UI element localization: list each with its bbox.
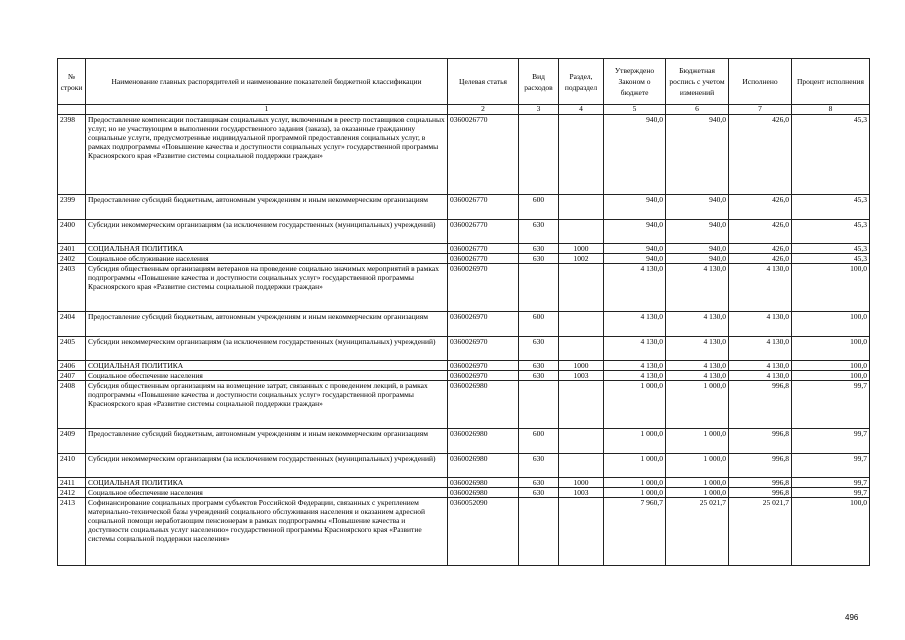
row-number: 2401 xyxy=(58,244,86,254)
row-approved: 1 000,0 xyxy=(604,454,666,478)
row-section xyxy=(559,381,604,429)
table-row xyxy=(58,195,870,220)
row-executed: 4 130,0 xyxy=(729,337,792,361)
row-approved: 940,0 xyxy=(604,244,666,254)
row-type: 630 xyxy=(519,454,559,478)
header-section: Раздел, подраздел xyxy=(559,59,604,105)
page-number: 496 xyxy=(845,613,859,622)
row-percent: 100,0 xyxy=(792,361,870,371)
row-executed: 426,0 xyxy=(729,195,792,220)
table-row xyxy=(58,254,870,264)
row-type: 630 xyxy=(519,478,559,488)
row-executed: 996,8 xyxy=(729,454,792,478)
table-row xyxy=(58,264,870,312)
row-section xyxy=(559,264,604,312)
row-target: 0360026970 xyxy=(448,361,519,371)
row-target: 0360026970 xyxy=(448,371,519,381)
row-percent: 100,0 xyxy=(792,312,870,337)
row-approved: 1 000,0 xyxy=(604,488,666,498)
row-name: Субсидия общественным организациям на возмещение затрат, связанных с проведением лекций, в рамках подпрограммы «Повышение качества и доступности социальных услуг» государственной программы Красноярского края «Развитие системы социальной поддержки граждан» xyxy=(86,381,448,429)
row-number: 2409 xyxy=(58,429,86,454)
row-percent: 45,3 xyxy=(792,254,870,264)
row-budget: 25 021,7 xyxy=(666,498,729,566)
row-number: 2405 xyxy=(58,337,86,361)
row-percent: 45,3 xyxy=(792,115,870,195)
row-executed: 4 130,0 xyxy=(729,371,792,381)
row-section: 1000 xyxy=(559,361,604,371)
row-executed: 996,8 xyxy=(729,488,792,498)
row-target: 0360026770 xyxy=(448,220,519,244)
row-section xyxy=(559,337,604,361)
row-number: 2411 xyxy=(58,478,86,488)
row-approved: 4 130,0 xyxy=(604,264,666,312)
colnum-cell: 5 xyxy=(604,105,666,115)
row-type: 630 xyxy=(519,244,559,254)
row-executed: 25 021,7 xyxy=(729,498,792,566)
row-percent: 99,7 xyxy=(792,429,870,454)
row-name: Субсидии некоммерческим организациям (за исключением государственных (муниципальных) учреждений) xyxy=(86,454,448,478)
table-row xyxy=(58,498,870,566)
row-name: Предоставление субсидий бюджетным, автономным учреждениям и иным некоммерческим организациям xyxy=(86,312,448,337)
row-number: 2398 xyxy=(58,115,86,195)
table-body xyxy=(58,115,870,566)
row-executed: 996,8 xyxy=(729,478,792,488)
colnum-cell: 3 xyxy=(519,105,559,115)
row-type: 600 xyxy=(519,312,559,337)
table-row xyxy=(58,244,870,254)
row-name: Социальное обеспечение населения xyxy=(86,371,448,381)
row-executed: 4 130,0 xyxy=(729,264,792,312)
table-row xyxy=(58,361,870,371)
row-approved: 1 000,0 xyxy=(604,478,666,488)
table-row xyxy=(58,429,870,454)
row-budget: 1 000,0 xyxy=(666,429,729,454)
row-executed: 426,0 xyxy=(729,254,792,264)
row-percent: 45,3 xyxy=(792,195,870,220)
row-name: Предоставление компенсации поставщикам социальных услуг, включенным в реестр поставщиков социальных услуг, но не участвующим в выполнении государственного задания (заказа), за оказанные гражданину социальные услуги, предусмотренные индивидуальной программой предоставления социальных услуг, в рамках подпрограммы «Повышение качества и доступности социальных услуг» государственной программы Красноярского края «Развитие системы социальной поддержки граждан» xyxy=(86,115,448,195)
row-name: СОЦИАЛЬНАЯ ПОЛИТИКА xyxy=(86,478,448,488)
row-executed: 4 130,0 xyxy=(729,361,792,371)
row-name: Субсидии некоммерческим организациям (за исключением государственных (муниципальных) учреждений) xyxy=(86,220,448,244)
row-executed: 996,8 xyxy=(729,381,792,429)
row-section: 1000 xyxy=(559,244,604,254)
row-type xyxy=(519,381,559,429)
row-type: 600 xyxy=(519,195,559,220)
header-approved: Утверждено Законом о бюджете xyxy=(604,59,666,105)
row-name: Субсидии некоммерческим организациям (за исключением государственных (муниципальных) учреждений) xyxy=(86,337,448,361)
row-budget: 940,0 xyxy=(666,195,729,220)
row-target: 0360026980 xyxy=(448,381,519,429)
row-executed: 426,0 xyxy=(729,115,792,195)
row-target: 0360026980 xyxy=(448,478,519,488)
row-number: 2412 xyxy=(58,488,86,498)
row-section: 1003 xyxy=(559,488,604,498)
row-approved: 4 130,0 xyxy=(604,337,666,361)
row-number: 2402 xyxy=(58,254,86,264)
row-approved: 940,0 xyxy=(604,115,666,195)
row-budget: 1 000,0 xyxy=(666,454,729,478)
row-approved: 4 130,0 xyxy=(604,312,666,337)
row-percent: 45,3 xyxy=(792,244,870,254)
row-approved: 940,0 xyxy=(604,195,666,220)
row-name: Софинансирование социальных программ субъектов Российской Федерации, связанных с укреплением материально-технической базы учреждений социального обслуживания населения и оказанием адресной социальной помощи неработающим пенсионерам в рамках подпрограммы «Повышение качества и доступности социальных услуг населению» государственной программы Красноярского края «Развитие системы социальной поддержки населения» xyxy=(86,498,448,566)
row-type: 630 xyxy=(519,220,559,244)
row-approved: 4 130,0 xyxy=(604,371,666,381)
table-row xyxy=(58,381,870,429)
table-row xyxy=(58,337,870,361)
row-number: 2408 xyxy=(58,381,86,429)
row-approved: 4 130,0 xyxy=(604,361,666,371)
row-section xyxy=(559,454,604,478)
row-type: 600 xyxy=(519,429,559,454)
row-target: 0360026970 xyxy=(448,264,519,312)
header-target: Целевая статья xyxy=(448,59,519,105)
row-section xyxy=(559,115,604,195)
row-type: 630 xyxy=(519,361,559,371)
row-name: Социальное обеспечение населения xyxy=(86,488,448,498)
row-target: 0360026980 xyxy=(448,429,519,454)
row-number: 2407 xyxy=(58,371,86,381)
row-name: Предоставление субсидий бюджетным, автономным учреждениям и иным некоммерческим организациям xyxy=(86,429,448,454)
header-name: Наименование главных распорядителей и наименование показателей бюджетной классификации xyxy=(86,59,448,105)
colnum-cell: 4 xyxy=(559,105,604,115)
row-number: 2400 xyxy=(58,220,86,244)
row-approved: 940,0 xyxy=(604,220,666,244)
header-row xyxy=(58,59,870,105)
row-executed: 4 130,0 xyxy=(729,312,792,337)
table-row xyxy=(58,478,870,488)
row-name: Субсидия общественным организациям ветеранов на проведение социально значимых мероприятий в рамках подпрограммы «Повышение качества и доступности социальных услуг» государственной программы Красноярского края «Развитие системы социальной поддержки граждан» xyxy=(86,264,448,312)
row-section xyxy=(559,195,604,220)
row-type xyxy=(519,498,559,566)
row-target: 0360026770 xyxy=(448,244,519,254)
row-executed: 996,8 xyxy=(729,429,792,454)
row-target: 0360026770 xyxy=(448,115,519,195)
row-number: 2406 xyxy=(58,361,86,371)
row-type xyxy=(519,115,559,195)
row-number: 2404 xyxy=(58,312,86,337)
row-target: 0360026980 xyxy=(448,488,519,498)
row-name: Социальное обслуживание населения xyxy=(86,254,448,264)
row-budget: 4 130,0 xyxy=(666,264,729,312)
header-budget: Бюджетная роспись с учетом изменений xyxy=(666,59,729,105)
row-percent: 100,0 xyxy=(792,371,870,381)
row-target: 0360026770 xyxy=(448,254,519,264)
row-budget: 940,0 xyxy=(666,254,729,264)
table-row xyxy=(58,220,870,244)
colnum-cell xyxy=(58,105,86,115)
row-target: 0360026980 xyxy=(448,454,519,478)
header-percent: Процент исполнения xyxy=(792,59,870,105)
row-budget: 4 130,0 xyxy=(666,312,729,337)
row-section xyxy=(559,429,604,454)
row-executed: 426,0 xyxy=(729,244,792,254)
row-target: 0360026970 xyxy=(448,312,519,337)
row-percent: 99,7 xyxy=(792,381,870,429)
table-row xyxy=(58,115,870,195)
row-budget: 4 130,0 xyxy=(666,337,729,361)
colnum-cell: 8 xyxy=(792,105,870,115)
header-type: Вид расходов xyxy=(519,59,559,105)
table-row xyxy=(58,312,870,337)
row-number: 2403 xyxy=(58,264,86,312)
table-row xyxy=(58,454,870,478)
row-name: СОЦИАЛЬНАЯ ПОЛИТИКА xyxy=(86,361,448,371)
row-percent: 45,3 xyxy=(792,220,870,244)
colnum-cell: 2 xyxy=(448,105,519,115)
table-row xyxy=(58,371,870,381)
header-row-no: № строки xyxy=(58,59,86,105)
row-budget: 940,0 xyxy=(666,220,729,244)
row-section: 1002 xyxy=(559,254,604,264)
row-approved: 940,0 xyxy=(604,254,666,264)
row-target: 0360026770 xyxy=(448,195,519,220)
row-approved: 1 000,0 xyxy=(604,381,666,429)
row-percent: 100,0 xyxy=(792,337,870,361)
row-percent: 99,7 xyxy=(792,488,870,498)
row-percent: 99,7 xyxy=(792,454,870,478)
row-type: 630 xyxy=(519,488,559,498)
row-percent: 100,0 xyxy=(792,264,870,312)
row-section: 1003 xyxy=(559,371,604,381)
row-budget: 4 130,0 xyxy=(666,361,729,371)
colnum-cell: 7 xyxy=(729,105,792,115)
row-number: 2410 xyxy=(58,454,86,478)
row-budget: 940,0 xyxy=(666,244,729,254)
row-approved: 7 960,7 xyxy=(604,498,666,566)
row-target: 0360052090 xyxy=(448,498,519,566)
row-budget: 1 000,0 xyxy=(666,478,729,488)
row-section xyxy=(559,498,604,566)
colnum-cell: 1 xyxy=(86,105,448,115)
row-section xyxy=(559,220,604,244)
row-percent: 100,0 xyxy=(792,498,870,566)
row-type: 630 xyxy=(519,371,559,381)
budget-table xyxy=(57,58,870,566)
row-type: 630 xyxy=(519,254,559,264)
header-executed: Исполнено xyxy=(729,59,792,105)
row-budget: 4 130,0 xyxy=(666,371,729,381)
row-name: Предоставление субсидий бюджетным, автономным учреждениям и иным некоммерческим организациям xyxy=(86,195,448,220)
row-executed: 426,0 xyxy=(729,220,792,244)
row-number: 2413 xyxy=(58,498,86,566)
row-type: 630 xyxy=(519,337,559,361)
row-target: 0360026970 xyxy=(448,337,519,361)
row-budget: 1 000,0 xyxy=(666,381,729,429)
row-budget: 940,0 xyxy=(666,115,729,195)
row-number: 2399 xyxy=(58,195,86,220)
row-percent: 99,7 xyxy=(792,478,870,488)
row-type xyxy=(519,264,559,312)
table-row xyxy=(58,488,870,498)
row-section: 1000 xyxy=(559,478,604,488)
row-name: СОЦИАЛЬНАЯ ПОЛИТИКА xyxy=(86,244,448,254)
row-approved: 1 000,0 xyxy=(604,429,666,454)
row-section xyxy=(559,312,604,337)
colnum-cell: 6 xyxy=(666,105,729,115)
column-number-row xyxy=(58,105,870,115)
row-budget: 1 000,0 xyxy=(666,488,729,498)
